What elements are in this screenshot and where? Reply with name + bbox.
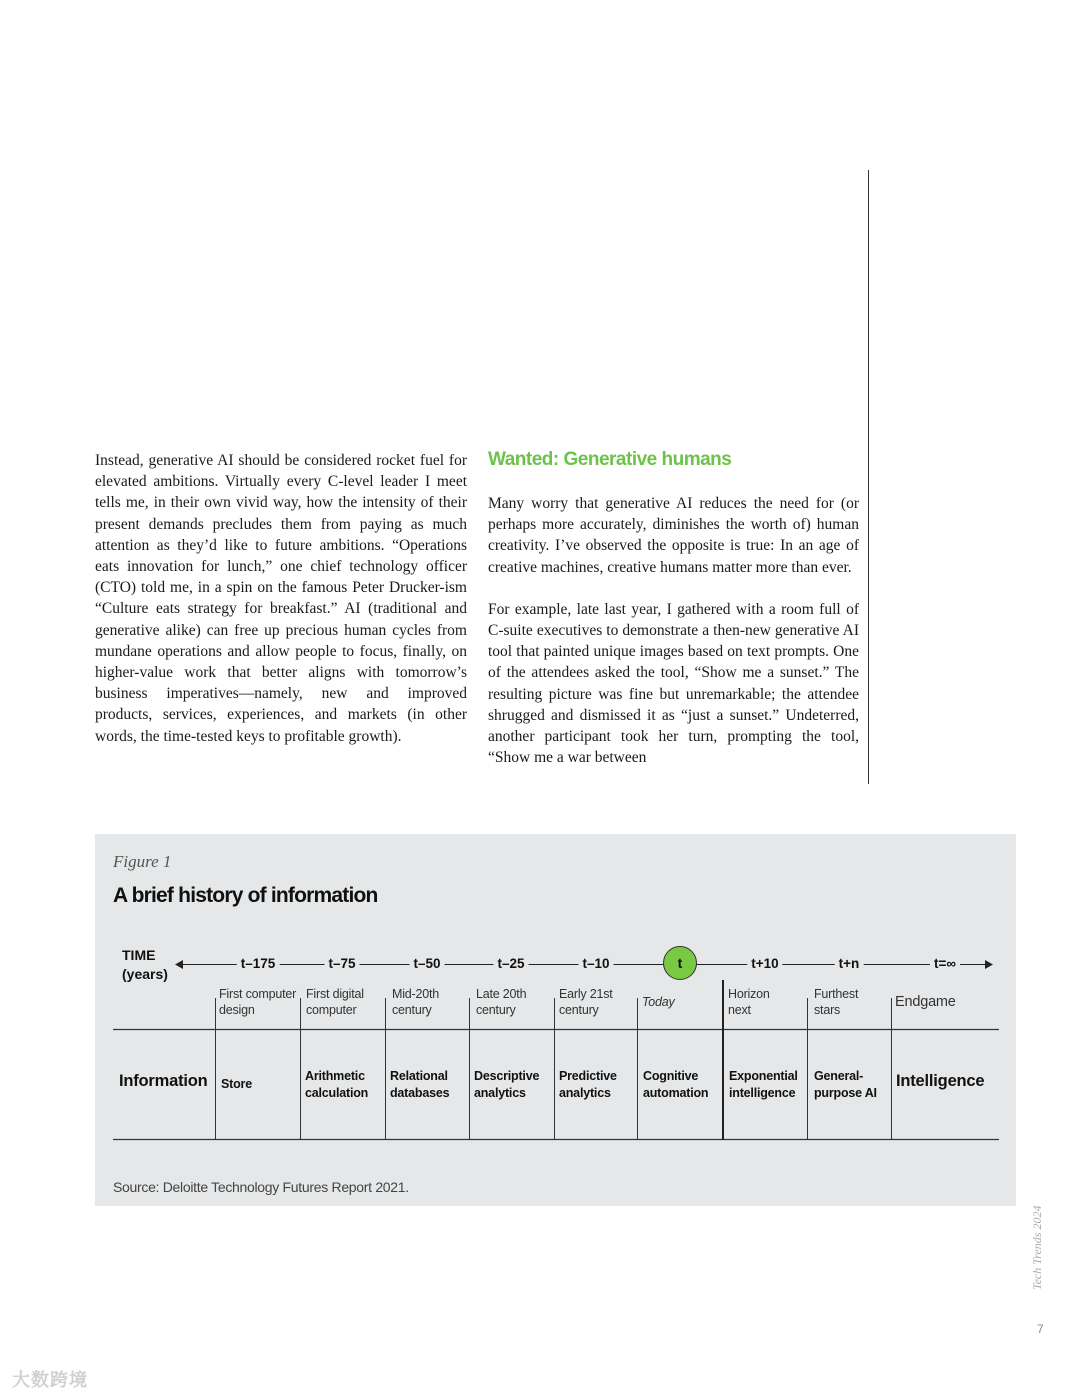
watermark: 大数跨境 [12,1370,88,1390]
timeline-axis [95,834,1016,1206]
era-label: Late 20th century [476,987,527,1017]
column-separator [807,998,808,1140]
paragraph: For example, late last year, I gathered with a room full of C-suite executives to demonstrate a then-new generative AI tool that painted unique images based on text prompts. One of the attendees asked the tool, “Show me a sunset.” The resulting picture was fine but unremarkable; the attendee shrugged and dismissed it as “just a sunset.” Undeterred, another participant took her turn, prompting the tool, “Show me a war between [488,600,859,767]
era-label: Furthest stars [814,987,859,1017]
stage-cell: Predictive analytics [559,1069,617,1100]
years-label: (years) [122,966,168,982]
era-label: Early 21st century [559,987,613,1017]
stage-cell: Descriptive analytics [474,1069,540,1100]
stage-cell: Cognitive automation [643,1069,709,1100]
paragraph: Many worry that generative AI reduces the need for (or perhaps more accurately, diminishes the worth of) human creativity. I’ve observed the opposite is true: In an age of creative machines, creative humans matter more than ever. [488,495,859,576]
stage-cell: Exponential intelligence [729,1069,798,1100]
row-label: Information [119,1072,208,1090]
column-separator [215,998,216,1140]
time-label: TIME [122,947,156,963]
tick-label: t–10 [578,956,613,971]
publication-tag: Tech Trends 2024 [1030,1205,1044,1290]
article-right-column [488,449,859,789]
column-separator [637,998,638,1140]
era-label: Horizon next [728,987,770,1017]
column-separator [554,998,555,1140]
figure-panel [95,834,1016,1206]
column-separator [469,998,470,1140]
today-marker: t [663,946,697,980]
tick-label: t–75 [324,956,359,971]
column-separator [891,998,892,1140]
stage-cell: Relational databases [390,1069,450,1100]
tick-label: t–50 [409,956,444,971]
article-left-column [95,450,467,768]
arrow-right-icon [985,960,993,969]
era-label: First computer design [219,987,297,1017]
time-axis-label [122,946,168,984]
paragraph: Instead, generative AI should be considered rocket fuel for elevated ambitions. Virtually every C-level leader I meet tells me, in their own vivid way, how the intensity of their present demands precludes them from paying as much attention as they’d like to future ambitions. “Operations eats innovation for lunch,” one chief technology officer (CTO) told me, in a spin on the famous Peter Drucker-ism “Culture eats strategy for breakfast.” AI (traditional and generative alike) can free up precious human cycles from mundane operations and allow people to focus, finally, on higher-value work that better aligns with tomorrow’s business imperatives—namely, new and improved products, services, experiences, and markets (in other words, the time-tested keys to profitable growth). [95,452,467,745]
tick-label: t–25 [493,956,528,971]
tick-label: t–175 [237,956,280,971]
tick-label: t+10 [747,956,782,971]
era-label: Endgame [895,994,956,1010]
stage-cell: General-purpose AI [814,1069,877,1100]
era-label-today: Today [642,995,675,1009]
stage-cell: Store [221,1077,252,1091]
tick-label: t+n [835,956,864,971]
figure-label: Figure 1 [113,852,172,871]
page-number: 7 [1037,1322,1044,1336]
stage-cell-final: Intelligence [896,1072,985,1090]
figure-title: A brief history of information [113,884,378,907]
era-label: First digital computer [306,987,364,1017]
column-separator [385,998,386,1140]
today-separator [722,980,724,1140]
stage-cell: Arithmetic calculation [305,1069,369,1100]
tick-label: t=∞ [930,956,960,971]
figure-source: Source: Deloitte Technology Futures Report 2021. [113,1179,409,1195]
column-rule [868,170,869,784]
arrow-left-icon [175,960,183,969]
timeline [95,834,1016,1206]
era-label: Mid-20th century [392,987,440,1017]
column-separator [300,998,301,1140]
section-heading: Wanted: Generative humans [488,449,732,470]
